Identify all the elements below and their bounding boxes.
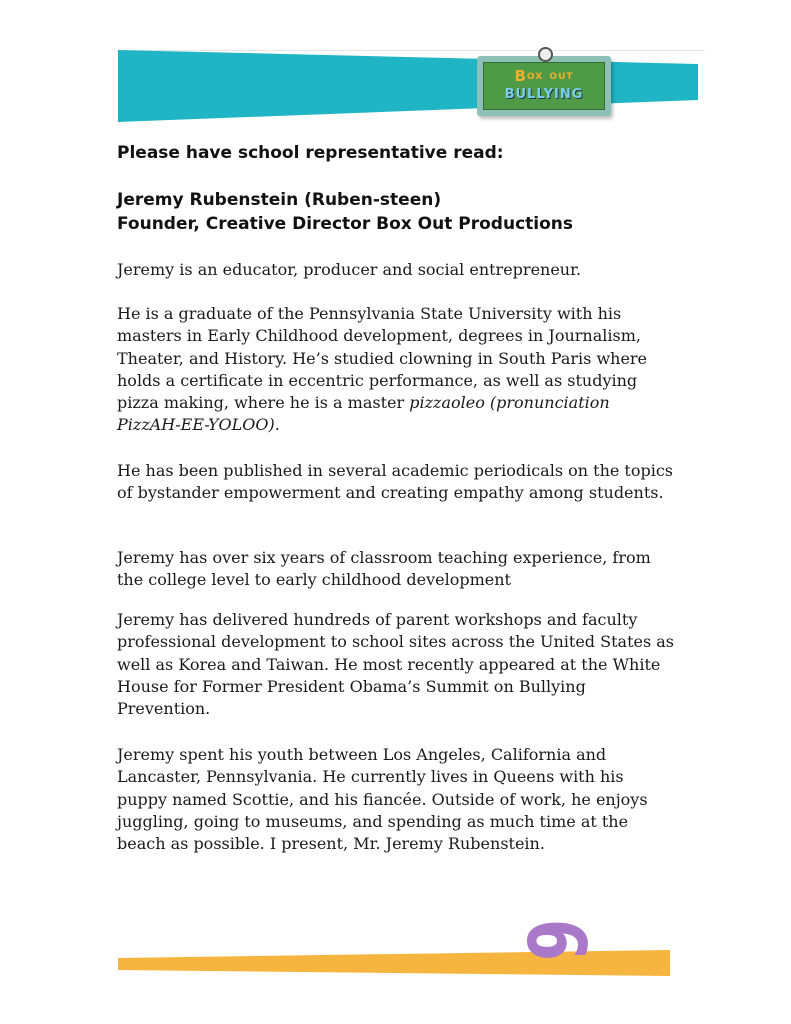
logo-hook-icon [538, 47, 553, 62]
box-out-bullying-logo [477, 56, 611, 116]
paragraph-5: Jeremy has delivered hundreds of parent workshops and faculty professional development to school sites across the United States as well as Korea and Taiwan. He most recently appeared at the White House for Former President Obama’s Summit on Bullying Prevention. [117, 610, 675, 719]
teal-banner [118, 50, 698, 122]
paragraph-2-text: He is a graduate of the Pennsylvania State University with his masters in Early Childhood development, degrees in Journalism, Theater, and History. He’s studied clowning in South Paris where holds a certificate in eccentric performance, as well as studying pizza making, where he is a master [117, 304, 648, 413]
paragraph-1: Jeremy is an educator, producer and social entrepreneur. [117, 260, 582, 279]
speaker-title: Founder, Creative Director Box Out Productions [117, 214, 573, 234]
logo-word-out: OUT [549, 72, 574, 82]
paragraph-2 [117, 303, 677, 437]
logo-line-1 [484, 67, 604, 85]
paragraph-2-end: . [274, 415, 280, 435]
paragraph-6: Jeremy spent his youth between Los Angeles, California and Lancaster, Pennsylvania. He currently lives in Queens with his puppy named Scottie, and his fiancée. Outside of work, he enjoys juggling, going to museums, and spending as much time at the beach as possible. I present, Mr. Jeremy Rubenstein. [117, 745, 648, 854]
logo-letter: B [514, 67, 527, 85]
paragraph-4: Jeremy has over six years of classroom teaching experience, from the college level to early childhood development [117, 548, 651, 590]
paragraph-2-italic: pizzaoleo (pronunciation PizzAH-EE-YOLOO) [117, 393, 610, 435]
page-number: 6 [507, 918, 601, 962]
paragraph-3: He has been published in several academic periodicals on the topics of bystander empowerment and creating empathy among students. [117, 461, 674, 503]
logo-sign [483, 62, 605, 110]
logo-line-2: BULLYING [504, 87, 584, 102]
speaker-name: Jeremy Rubenstein (Ruben-steen) [117, 190, 442, 210]
logo-word-ox: OX [526, 72, 544, 82]
intro-heading: Please have school representative read: [117, 143, 504, 163]
